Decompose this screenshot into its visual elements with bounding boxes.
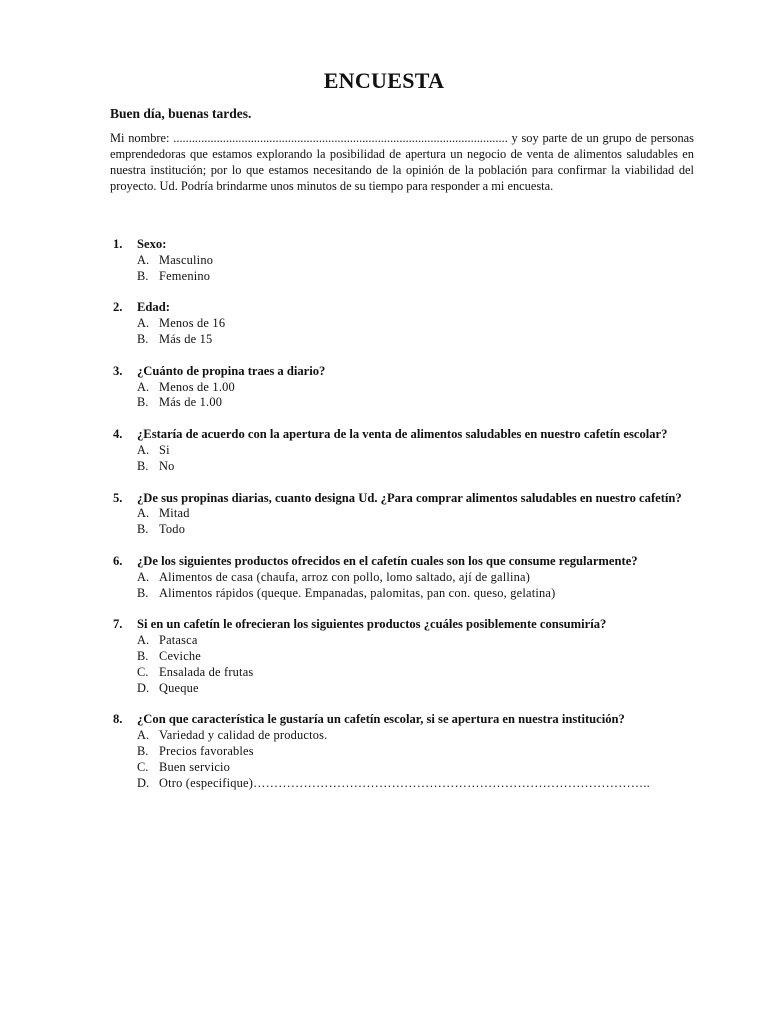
option-text: Ceviche	[159, 648, 201, 663]
option-text: Masculino	[159, 252, 214, 267]
question-heading	[113, 491, 697, 507]
option-text: No	[159, 458, 175, 473]
option-letter: A.	[137, 379, 150, 394]
answer-option	[113, 633, 697, 649]
option-text: Variedad y calidad de productos.	[159, 728, 328, 743]
question-text: Si en un cafetín le ofrecieran los siguientes productos ¿cuáles posiblemente consumiría?	[137, 617, 607, 632]
answer-option	[113, 380, 697, 396]
greeting: Buen día, buenas tardes.	[110, 106, 252, 121]
question-8	[113, 712, 697, 791]
question-heading	[113, 712, 697, 728]
option-letter: C.	[137, 759, 149, 774]
option-list	[113, 380, 697, 412]
question-number: 7.	[113, 617, 123, 632]
question-heading	[113, 617, 697, 633]
question-text: Sexo:	[137, 237, 167, 251]
option-letter: D.	[137, 775, 150, 790]
option-text: Todo	[159, 522, 186, 537]
answer-option	[113, 269, 697, 285]
option-list	[113, 316, 697, 348]
option-list	[113, 443, 697, 475]
answer-option	[113, 522, 697, 538]
question-number: 3.	[113, 363, 123, 378]
option-list	[113, 633, 697, 696]
option-letter: A.	[137, 728, 150, 743]
option-letter: B.	[137, 743, 149, 758]
question-list	[113, 237, 697, 807]
question-number: 4.	[113, 427, 123, 442]
option-text: Alimentos rápidos (queque. Empanadas, palomitas, pan con. queso, gelatina)	[159, 585, 556, 600]
option-letter: B.	[137, 458, 149, 473]
question-text: ¿Cuánto de propina traes a diario?	[137, 363, 326, 378]
answer-option	[113, 760, 697, 776]
option-letter: A.	[137, 442, 150, 457]
option-text: Queque	[159, 680, 199, 695]
question-text: ¿Estaría de acuerdo con la apertura de la venta de alimentos saludables en nuestro cafetín escolar?	[137, 427, 668, 442]
option-letter: C.	[137, 664, 149, 679]
question-text: ¿De sus propinas diarias, cuanto designa Ud. ¿Para comprar alimentos saludables en nuestro cafetín?	[137, 490, 682, 505]
option-letter: B.	[137, 648, 149, 663]
answer-option	[113, 744, 697, 760]
option-letter: B.	[137, 268, 149, 283]
question-number: 8.	[113, 712, 123, 727]
question-text: ¿Con que característica le gustaría un cafetín escolar, si se apertura en nuestra institución?	[137, 712, 625, 727]
option-text: Más de 1.00	[159, 395, 223, 410]
option-text: Más de 15	[159, 331, 213, 346]
question-heading	[113, 554, 697, 570]
option-letter: D.	[137, 680, 150, 695]
question-number: 5.	[113, 490, 123, 505]
intro-paragraph: Mi nombre: ............................................................................................................ y soy parte de un grupo de personas emprendedoras que estamos explorando la posibilidad de apertura un negocio de venta de alimentos saludables en nuestra institución; por lo que estamos necesitando de la opinión de la población para confirmar la viabilidad del proyecto. Ud. Podría brindarme unos minutos de su tiempo para responder a mi encuesta.	[110, 131, 694, 193]
option-text: Otro (especifique)…………………………………………………………………………………..	[159, 775, 650, 790]
question-7	[113, 617, 697, 696]
option-list	[113, 506, 697, 538]
question-2	[113, 300, 697, 347]
question-heading	[113, 237, 697, 253]
answer-option	[113, 395, 697, 411]
option-text: Patasca	[159, 633, 198, 648]
option-letter: A.	[137, 633, 150, 648]
question-3	[113, 364, 697, 411]
question-heading	[113, 300, 697, 316]
option-letter: B.	[137, 395, 149, 410]
answer-option	[113, 506, 697, 522]
question-number: 6.	[113, 553, 123, 568]
answer-option	[113, 316, 697, 332]
option-list	[113, 253, 697, 285]
question-text: ¿De los siguientes productos ofrecidos en el cafetín cuales son los que consume regularmente?	[137, 553, 638, 568]
page-title: ENCUESTA	[323, 68, 445, 93]
option-text: Alimentos de casa (chaufa, arroz con pollo, lomo saltado, ají de gallina)	[159, 569, 531, 584]
option-list	[113, 728, 697, 791]
option-letter: B.	[137, 331, 149, 346]
question-text: Edad:	[137, 300, 170, 315]
answer-option	[113, 728, 697, 744]
option-text: Si	[159, 442, 170, 457]
question-1	[113, 237, 697, 284]
answer-option	[113, 681, 697, 697]
option-letter: B.	[137, 522, 149, 537]
answer-option	[113, 332, 697, 348]
question-6	[113, 554, 697, 601]
option-letter: A.	[137, 569, 150, 584]
option-text: Femenino	[159, 268, 211, 283]
option-text: Menos de 16	[159, 316, 226, 331]
option-letter: A.	[137, 252, 150, 267]
answer-option	[113, 649, 697, 665]
question-5	[113, 491, 697, 538]
option-letter: A.	[137, 506, 150, 521]
question-number: 2.	[113, 300, 123, 315]
answer-option	[113, 586, 697, 602]
answer-option	[113, 776, 697, 792]
option-text: Buen servicio	[159, 759, 231, 774]
option-text: Mitad	[159, 506, 190, 521]
question-4	[113, 427, 697, 474]
option-letter: B.	[137, 585, 149, 600]
question-heading	[113, 364, 697, 380]
option-list	[113, 570, 697, 602]
question-number: 1.	[113, 237, 123, 251]
answer-option	[113, 665, 697, 681]
option-text: Precios favorables	[159, 743, 254, 758]
option-text: Ensalada de frutas	[159, 664, 254, 679]
answer-option	[113, 459, 697, 475]
option-letter: A.	[137, 316, 150, 331]
question-heading	[113, 427, 697, 443]
answer-option	[113, 253, 697, 269]
answer-option	[113, 443, 697, 459]
answer-option	[113, 570, 697, 586]
option-text: Menos de 1.00	[159, 379, 235, 394]
